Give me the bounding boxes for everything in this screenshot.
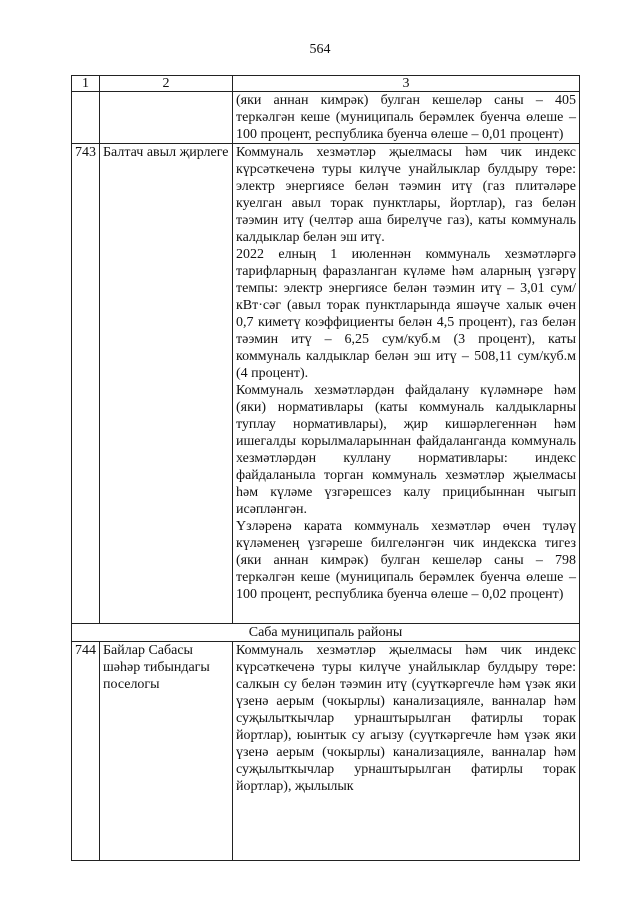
- row-name-cell: [100, 92, 233, 144]
- settlement-name: Байлар Сабасы шәһәр тибындагы поселогы: [100, 642, 233, 861]
- paragraph: Коммуналь хезмәтләрдән файдалану күләмнәре һәм (яки) нормативлары (каты коммуналь калдыкларны туплау нормативлары), җир кишәрлегеннән һәм ишегалды корылмаларыннан файдаланганда коммуналь хезмәтләрдән куллану нормативлары: индекс файдаланыла торган коммуналь хезмәтләр җыелмасы һәм күләме үзгәрешсез калу прицибыннан чыгып исәпләнгән.: [236, 383, 576, 517]
- header-col-1: 1: [72, 76, 100, 92]
- row-description: [233, 642, 580, 861]
- paragraph: 2022 елның 1 июленнән коммуналь хезмәтләргә тарифларның фаразланган күләме һәм аларның үзгәрү темпы: электр энергиясе белән тәэмин итү – 3,01 сум/кВт·сәг (авыл торак пунктларында яшәүче халык өчен 0,7 киметү коэффициенты белән 4,5 процент), газ белән тәэмин итү – 6,25 сум/куб.м (3 процент), каты коммуналь калдыклар белән эш итү – 508,11 сум/куб.м (4 процент).: [236, 247, 576, 381]
- header-col-2: 2: [100, 76, 233, 92]
- settlement-name: Балтач авыл җирлеге: [100, 144, 233, 624]
- continuation-text: (яки аннан кимрәк) булган кешеләр саны – 405 теркәлгән кеше (муниципаль берәмлек буенча өлеше – 100 процент, республика буенча өлеше – 0,01 процент): [233, 92, 580, 144]
- table-row-744: [72, 642, 580, 861]
- paragraph: Коммуналь хезмәтләр җыелмасы һәм чик индекс күрсәткеченә туры килүче унайлыклар булдыру төре: салкын су белән тәэмин итү (суүткәргечле һәм үзәк яки үзенә аерым (чокырлы) канализацияле, ванналар һәм суҗылыткычлар урнаштырылган фатирлы торак йортлар), юынтык су агызу (суүткәргечле һәм үзәк яки үзенә аерым (чокырлы) канализацияле, ванналар һәм суҗылыткычлар урнаштырылган фатирлы торак йортлар), җылылык: [236, 643, 576, 794]
- row-description: [233, 144, 580, 624]
- row-number: 744: [72, 642, 100, 861]
- data-table: [71, 75, 580, 861]
- page-number: 564: [309, 42, 331, 57]
- header-col-3: 3: [233, 76, 580, 92]
- row-number-cell: [72, 92, 100, 144]
- table-row-continuation: [72, 92, 580, 144]
- spacer: [236, 603, 576, 623]
- paragraph: Коммуналь хезмәтләр җыелмасы һәм чик индекс күрсәткеченә туры килүче унайлыклар булдыру төре: электр энергиясе белән тәэмин итү (газ плитәләре куелган авыл торак пунктлары, йортлар), газ белән тәэмин итү (челтәр аша бирелүче газ), каты коммуналь калдыклар белән эш итү.: [236, 145, 576, 245]
- paragraph: Үзләренә карата коммуналь хезмәтләр өчен түләү күләменең үзгәреше билгеләнгән чик индекска тигез (яки аннан кимрәк) булган кешеләр саны – 798 теркәлгән кеше (муниципаль берәмлек буенча өлеше – 100 процент, республика буенча өлеше – 0,02 процент): [236, 519, 576, 602]
- section-title: Саба муниципаль районы: [72, 624, 580, 642]
- table-header-row: [72, 76, 580, 92]
- row-number: 743: [72, 144, 100, 624]
- table-row-743: [72, 144, 580, 624]
- table-section-row: [72, 624, 580, 642]
